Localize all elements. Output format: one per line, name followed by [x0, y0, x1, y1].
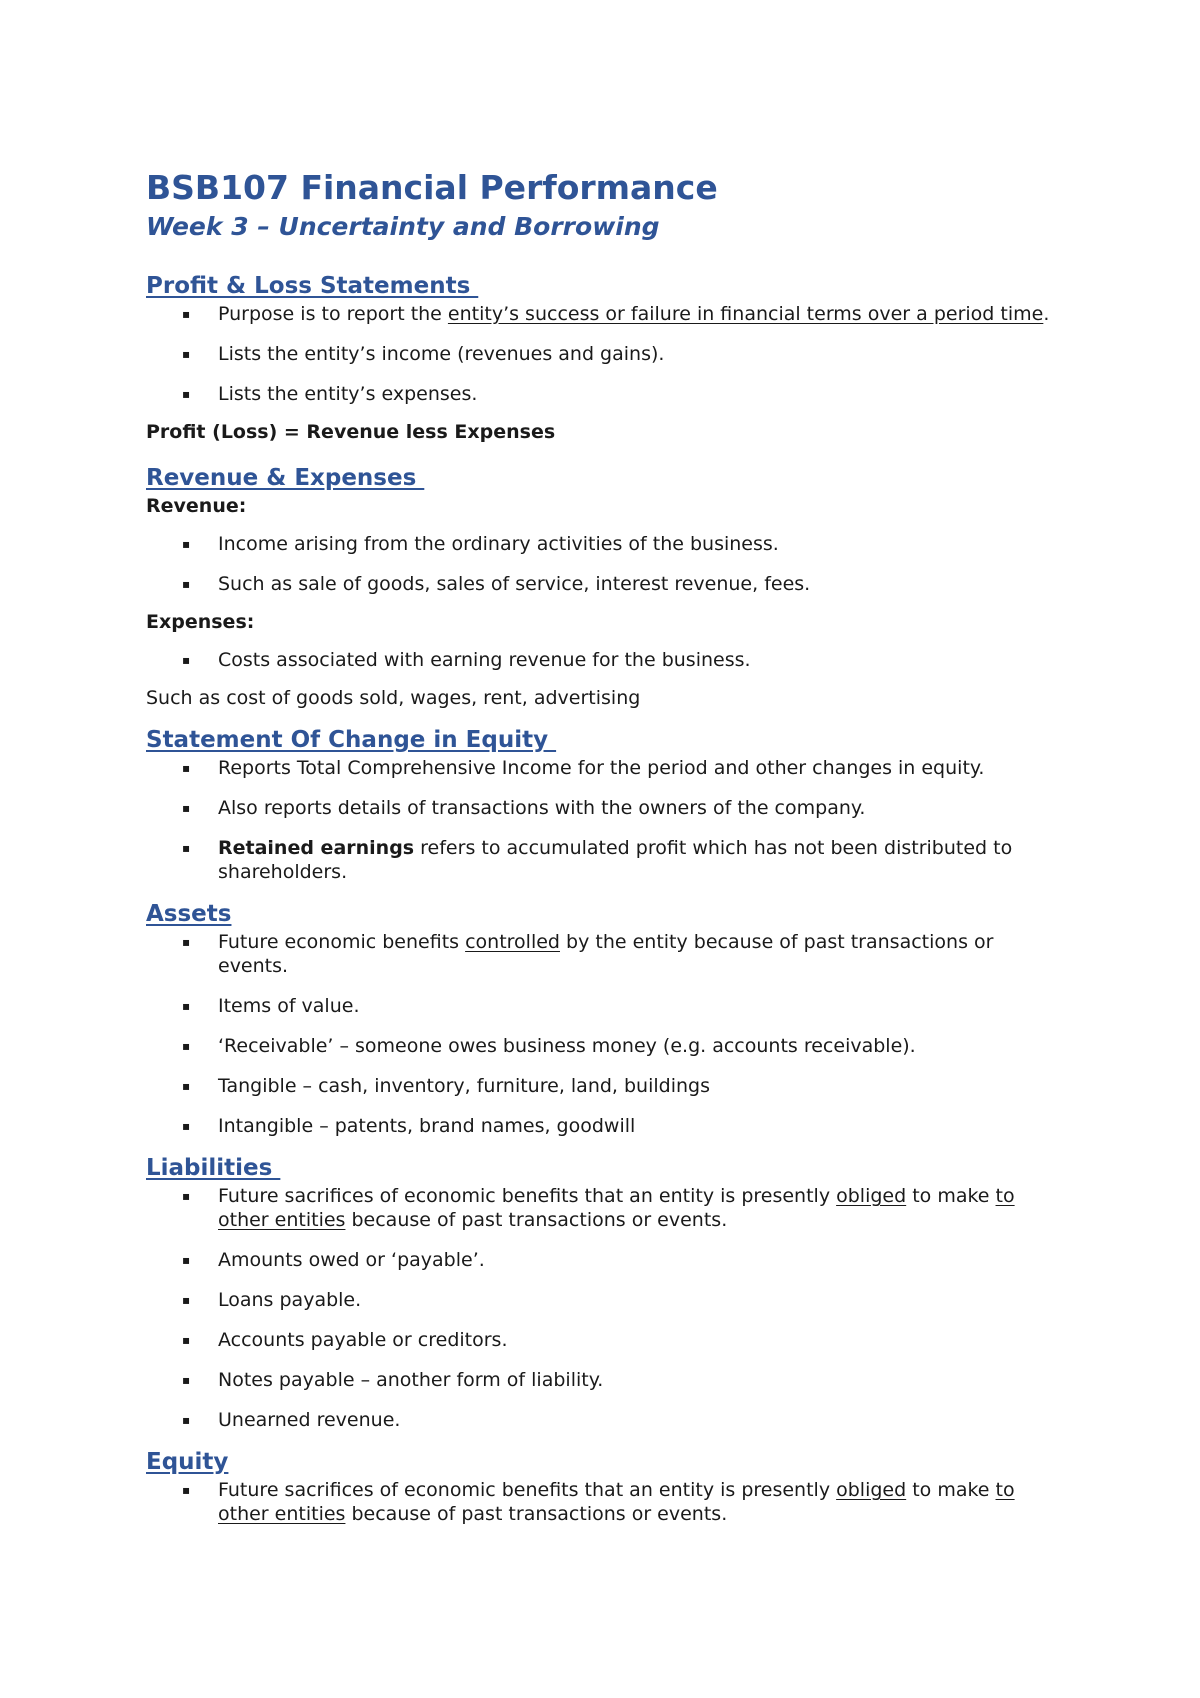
list-item: ▪ ‘Receivable’ – someone owes business money (e.g. accounts receivable).	[146, 1034, 1066, 1058]
list-item: ▪ Purpose is to report the entity’s success or failure in financial terms over a period time.	[146, 302, 1066, 326]
bold-term: Retained earnings	[218, 837, 415, 859]
profit-loss-list	[146, 302, 1066, 406]
heading-equity: Equity	[146, 1449, 229, 1475]
document-body	[146, 166, 1066, 1540]
list-item: ▪ Unearned revenue.	[146, 1408, 1066, 1432]
list-item: ▪ Loans payable.	[146, 1288, 1066, 1312]
expenses-label: Expenses:	[146, 611, 255, 633]
revenue-list	[146, 532, 1066, 596]
revenue-label: Revenue:	[146, 495, 247, 517]
underlined-text: to other entities	[218, 1185, 1015, 1231]
profit-formula: Profit (Loss) = Revenue less Expenses	[146, 421, 556, 443]
underlined-text: obliged	[836, 1185, 907, 1207]
list-item: ▪ Such as sale of goods, sales of service, interest revenue, fees.	[146, 572, 1066, 596]
list-item: ▪ Reports Total Comprehensive Income for the period and other changes in equity.	[146, 756, 1066, 780]
list-item: ▪ Tangible – cash, inventory, furniture, land, buildings	[146, 1074, 1066, 1098]
list-item: ▪ Amounts owed or ‘payable’.	[146, 1248, 1066, 1272]
document-title: BSB107 Financial Performance	[146, 168, 718, 207]
underlined-text: to other entities	[218, 1479, 1015, 1525]
document-subtitle: Week 3 – Uncertainty and Borrowing	[146, 212, 660, 241]
list-item: ▪ Income arising from the ordinary activities of the business.	[146, 532, 1066, 556]
heading-change-in-equity: Statement Of Change in Equity	[146, 727, 557, 753]
assets-list	[146, 930, 1066, 1138]
liabilities-list	[146, 1184, 1066, 1432]
list-item: ▪ Future economic benefits controlled by the entity because of past transactions or events.	[146, 930, 1066, 978]
equity-list	[146, 1478, 1066, 1526]
list-item: ▪ Future sacrifices of economic benefits that an entity is presently obliged to make to other entities because of past transactions or events.	[146, 1184, 1066, 1232]
list-item: ▪ Also reports details of transactions with the owners of the company.	[146, 796, 1066, 820]
heading-assets: Assets	[146, 901, 232, 927]
underlined-text: entity’s success or failure in financial terms over a period time	[447, 303, 1044, 325]
list-item: ▪ Retained earnings refers to accumulated profit which has not been distributed to shareholders.	[146, 836, 1066, 884]
list-item: ▪ Items of value.	[146, 994, 1066, 1018]
change-in-equity-list	[146, 756, 1066, 884]
list-item: ▪ Future sacrifices of economic benefits that an entity is presently obliged to make to other entities because of past transactions or events.	[146, 1478, 1066, 1526]
underlined-text: controlled	[465, 931, 560, 953]
expenses-list	[146, 648, 1066, 672]
list-item: ▪ Accounts payable or creditors.	[146, 1328, 1066, 1352]
underlined-text: obliged	[836, 1479, 907, 1501]
heading-liabilities: Liabilities	[146, 1155, 281, 1181]
list-item: ▪ Lists the entity’s income (revenues and gains).	[146, 342, 1066, 366]
heading-revenue-expenses: Revenue & Expenses	[146, 465, 425, 491]
list-item: ▪ Intangible – patents, brand names, goodwill	[146, 1114, 1066, 1138]
heading-profit-loss: Profit & Loss Statements	[146, 273, 479, 299]
list-item: ▪ Costs associated with earning revenue for the business.	[146, 648, 1066, 672]
expenses-note: Such as cost of goods sold, wages, rent, advertising	[146, 687, 641, 709]
list-item: ▪ Lists the entity’s expenses.	[146, 382, 1066, 406]
list-item: ▪ Notes payable – another form of liability.	[146, 1368, 1066, 1392]
